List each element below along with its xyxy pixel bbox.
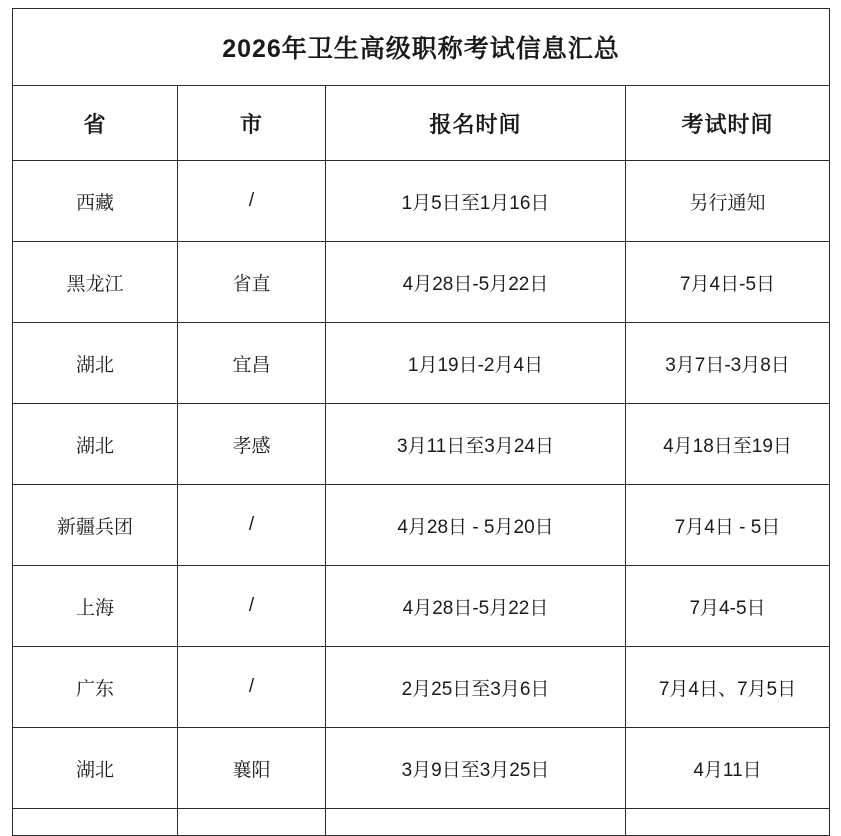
cell-province: 黑龙江 <box>13 242 178 323</box>
cell-city: 襄阳 <box>178 728 326 809</box>
exam-info-table <box>12 8 830 836</box>
cell-registration: 1月5日至1月16日 <box>326 161 626 242</box>
cell-province <box>13 809 178 836</box>
table-row-truncated <box>13 809 830 836</box>
cell-city: / <box>178 161 326 242</box>
table-row <box>13 728 830 809</box>
cell-exam: 4月11日 <box>626 728 830 809</box>
cell-registration: 4月28日-5月22日 <box>326 242 626 323</box>
table-title-row <box>13 9 830 86</box>
cell-exam: 7月4日-5日 <box>626 242 830 323</box>
cell-exam: 7月4-5日 <box>626 566 830 647</box>
cell-province: 湖北 <box>13 323 178 404</box>
cell-province: 湖北 <box>13 404 178 485</box>
table-row <box>13 242 830 323</box>
table-row <box>13 161 830 242</box>
cell-exam <box>626 809 830 836</box>
cell-registration: 3月11日至3月24日 <box>326 404 626 485</box>
table-row <box>13 404 830 485</box>
cell-province: 广东 <box>13 647 178 728</box>
table-row <box>13 647 830 728</box>
cell-exam: 7月4日 - 5日 <box>626 485 830 566</box>
cell-city: 孝感 <box>178 404 326 485</box>
cell-city <box>178 809 326 836</box>
column-header-province: 省 <box>13 86 178 161</box>
table-row <box>13 323 830 404</box>
cell-exam: 另行通知 <box>626 161 830 242</box>
cell-exam: 4月18日至19日 <box>626 404 830 485</box>
cell-province: 湖北 <box>13 728 178 809</box>
cell-city: / <box>178 647 326 728</box>
table-row <box>13 485 830 566</box>
table-row <box>13 566 830 647</box>
cell-registration: 2月25日至3月6日 <box>326 647 626 728</box>
cell-registration: 1月19日-2月4日 <box>326 323 626 404</box>
cell-province: 西藏 <box>13 161 178 242</box>
cell-province: 新疆兵团 <box>13 485 178 566</box>
cell-exam: 7月4日、7月5日 <box>626 647 830 728</box>
cell-registration: 4月28日 - 5月20日 <box>326 485 626 566</box>
cell-province: 上海 <box>13 566 178 647</box>
cell-registration: 4月28日-5月22日 <box>326 566 626 647</box>
cell-registration <box>326 809 626 836</box>
table-header-row <box>13 86 830 161</box>
cell-city: / <box>178 485 326 566</box>
page-title: 2026年卫生高级职称考试信息汇总 <box>13 9 830 86</box>
column-header-city: 市 <box>178 86 326 161</box>
cell-registration: 3月9日至3月25日 <box>326 728 626 809</box>
cell-exam: 3月7日-3月8日 <box>626 323 830 404</box>
column-header-exam-time: 考试时间 <box>626 86 830 161</box>
cell-city: 省直 <box>178 242 326 323</box>
cell-city: 宜昌 <box>178 323 326 404</box>
column-header-registration-time: 报名时间 <box>326 86 626 161</box>
cell-city: / <box>178 566 326 647</box>
